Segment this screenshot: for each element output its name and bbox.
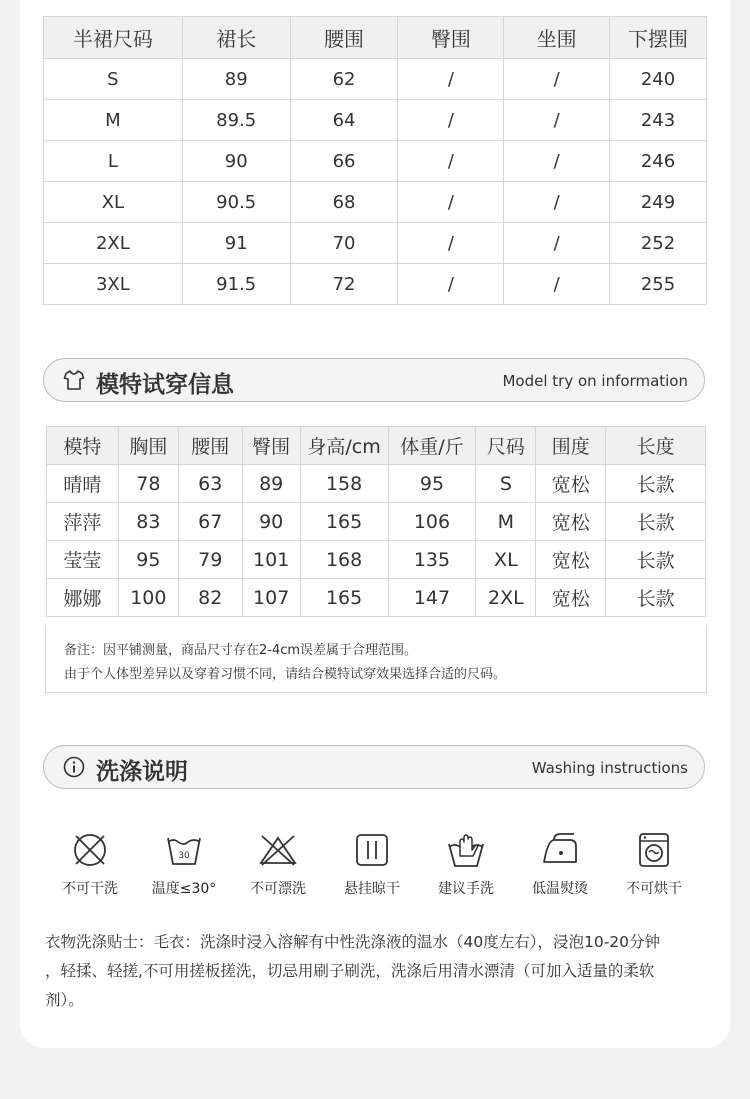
- table-cell: 90: [182, 141, 290, 182]
- info-icon: [62, 755, 86, 779]
- table-cell: /: [504, 182, 610, 223]
- washing-tip-line: 衣物洗涤贴士：毛衣：洗涤时浸入溶解有中性洗涤液的温水（40度左右），浸泡10-20分钟: [45, 933, 661, 951]
- table-cell: /: [398, 223, 504, 264]
- wash-item: [233, 830, 323, 898]
- table-cell: 90: [242, 503, 300, 541]
- washing-tip-line: 剂）。: [45, 991, 84, 1009]
- table-row: [44, 141, 707, 182]
- table-cell: 萍萍: [47, 503, 119, 541]
- note-line: 由于个人体型差异以及穿着习惯不同，请结合模特试穿效果选择合适的尺码。: [64, 667, 507, 682]
- table-cell: 2XL: [44, 223, 183, 264]
- table-row: [47, 541, 706, 579]
- table-cell: 62: [290, 59, 398, 100]
- model-header-cell: 体重/斤: [388, 427, 476, 465]
- table-row: [44, 223, 707, 264]
- wash-label: 不可干洗: [62, 881, 118, 897]
- table-cell: S: [476, 465, 536, 503]
- size-header-cell: 下摆围: [610, 17, 707, 59]
- table-cell: 长款: [606, 579, 706, 617]
- table-cell: 95: [118, 541, 178, 579]
- table-cell: XL: [476, 541, 536, 579]
- table-cell: 168: [300, 541, 388, 579]
- table-cell: 135: [388, 541, 476, 579]
- table-cell: 82: [178, 579, 242, 617]
- washing-header: [43, 745, 705, 789]
- table-cell: /: [504, 141, 610, 182]
- model-table-header-row: [47, 427, 706, 465]
- wash-label: 不可烘干: [626, 881, 682, 897]
- table-cell: 宽松: [536, 465, 606, 503]
- shirt-icon: [62, 368, 86, 392]
- table-cell: 243: [610, 100, 707, 141]
- table-cell: /: [398, 264, 504, 305]
- table-cell: S: [44, 59, 183, 100]
- table-cell: L: [44, 141, 183, 182]
- table-row: [44, 182, 707, 223]
- table-cell: 255: [610, 264, 707, 305]
- table-cell: 3XL: [44, 264, 183, 305]
- table-row: [44, 264, 707, 305]
- table-cell: /: [398, 141, 504, 182]
- table-cell: 89: [242, 465, 300, 503]
- table-cell: /: [504, 264, 610, 305]
- table-cell: 72: [290, 264, 398, 305]
- table-cell: 66: [290, 141, 398, 182]
- wash-label: 低温熨烫: [532, 881, 588, 897]
- table-cell: 78: [118, 465, 178, 503]
- model-header-cell: 胸围: [118, 427, 178, 465]
- size-header-cell: 半裙尺码: [44, 17, 183, 59]
- size-header-cell: 坐围: [504, 17, 610, 59]
- model-info-subtitle: Model try on information: [502, 372, 688, 390]
- table-cell: 宽松: [536, 579, 606, 617]
- table-cell: 249: [610, 182, 707, 223]
- table-cell: 91.5: [182, 264, 290, 305]
- table-cell: /: [504, 223, 610, 264]
- table-cell: 106: [388, 503, 476, 541]
- table-cell: 长款: [606, 503, 706, 541]
- table-cell: 64: [290, 100, 398, 141]
- model-header-cell: 尺码: [476, 427, 536, 465]
- size-header-cell: 裙长: [182, 17, 290, 59]
- table-cell: 89.5: [182, 100, 290, 141]
- model-notes: [45, 627, 707, 693]
- table-cell: 101: [242, 541, 300, 579]
- table-cell: 89: [182, 59, 290, 100]
- wash-item: [327, 830, 417, 898]
- table-cell: /: [398, 182, 504, 223]
- wash-30-icon: [164, 830, 204, 870]
- size-table: [43, 16, 707, 305]
- wash-label: 悬挂晾干: [344, 881, 400, 897]
- table-cell: M: [476, 503, 536, 541]
- wash-label: 建议手洗: [438, 881, 494, 897]
- model-info-header: [43, 358, 705, 402]
- table-cell: 91: [182, 223, 290, 264]
- model-header-cell: 围度: [536, 427, 606, 465]
- svg-text:30: 30: [178, 851, 190, 861]
- wash-item: [421, 830, 511, 898]
- table-cell: 100: [118, 579, 178, 617]
- table-cell: 165: [300, 579, 388, 617]
- table-cell: 147: [388, 579, 476, 617]
- hang-dry-icon: [352, 830, 392, 870]
- table-cell: M: [44, 100, 183, 141]
- table-cell: /: [504, 100, 610, 141]
- table-cell: 90.5: [182, 182, 290, 223]
- model-header-cell: 臀围: [242, 427, 300, 465]
- table-cell: 107: [242, 579, 300, 617]
- model-header-cell: 模特: [47, 427, 119, 465]
- washing-tip: [45, 928, 725, 1015]
- wash-label: 不可漂洗: [250, 881, 306, 897]
- table-row: [44, 100, 707, 141]
- table-cell: /: [504, 59, 610, 100]
- table-cell: 246: [610, 141, 707, 182]
- table-cell: 莹莹: [47, 541, 119, 579]
- model-header-cell: 长度: [606, 427, 706, 465]
- table-cell: 宽松: [536, 541, 606, 579]
- model-header-cell: 身高/cm: [300, 427, 388, 465]
- hand-wash-icon: [446, 830, 486, 870]
- table-cell: 63: [178, 465, 242, 503]
- table-cell: 158: [300, 465, 388, 503]
- model-info-title: 模特试穿信息: [96, 372, 234, 398]
- table-cell: 252: [610, 223, 707, 264]
- table-cell: 67: [178, 503, 242, 541]
- table-cell: 83: [118, 503, 178, 541]
- table-row: [44, 59, 707, 100]
- no-dry-clean-icon: [70, 830, 110, 870]
- table-cell: 晴晴: [47, 465, 119, 503]
- low-iron-icon: [540, 830, 580, 870]
- table-cell: /: [398, 100, 504, 141]
- table-cell: /: [398, 59, 504, 100]
- washing-title: 洗涤说明: [96, 759, 188, 785]
- wash-item: [45, 830, 135, 898]
- wash-item: [139, 830, 229, 898]
- table-cell: 240: [610, 59, 707, 100]
- no-tumble-dry-icon: [634, 830, 674, 870]
- table-row: [47, 503, 706, 541]
- no-bleach-icon: [258, 830, 298, 870]
- wash-label: 温度≤30°: [151, 881, 217, 897]
- table-cell: 68: [290, 182, 398, 223]
- washing-tip-line: ，轻揉、轻搓,不可用搓板搓洗，切忌用刷子刷洗，洗涤后用清水漂清（可加入适量的柔软: [45, 962, 655, 980]
- note-line: 备注：因平铺测量，商品尺寸存在2-4cm误差属于合理范围。: [64, 643, 418, 658]
- table-cell: 宽松: [536, 503, 606, 541]
- wash-item: [609, 830, 699, 898]
- size-header-cell: 臀围: [398, 17, 504, 59]
- table-cell: XL: [44, 182, 183, 223]
- table-row: [47, 579, 706, 617]
- wash-item: [515, 830, 605, 898]
- model-table: [46, 426, 706, 617]
- size-header-cell: 腰围: [290, 17, 398, 59]
- table-cell: 95: [388, 465, 476, 503]
- washing-icons: [45, 830, 705, 900]
- size-table-header-row: [44, 17, 707, 59]
- table-row: [47, 465, 706, 503]
- model-header-cell: 腰围: [178, 427, 242, 465]
- table-cell: 2XL: [476, 579, 536, 617]
- table-cell: 长款: [606, 465, 706, 503]
- table-cell: 娜娜: [47, 579, 119, 617]
- washing-subtitle: Washing instructions: [531, 759, 688, 777]
- table-cell: 165: [300, 503, 388, 541]
- table-cell: 长款: [606, 541, 706, 579]
- table-cell: 70: [290, 223, 398, 264]
- table-cell: 79: [178, 541, 242, 579]
